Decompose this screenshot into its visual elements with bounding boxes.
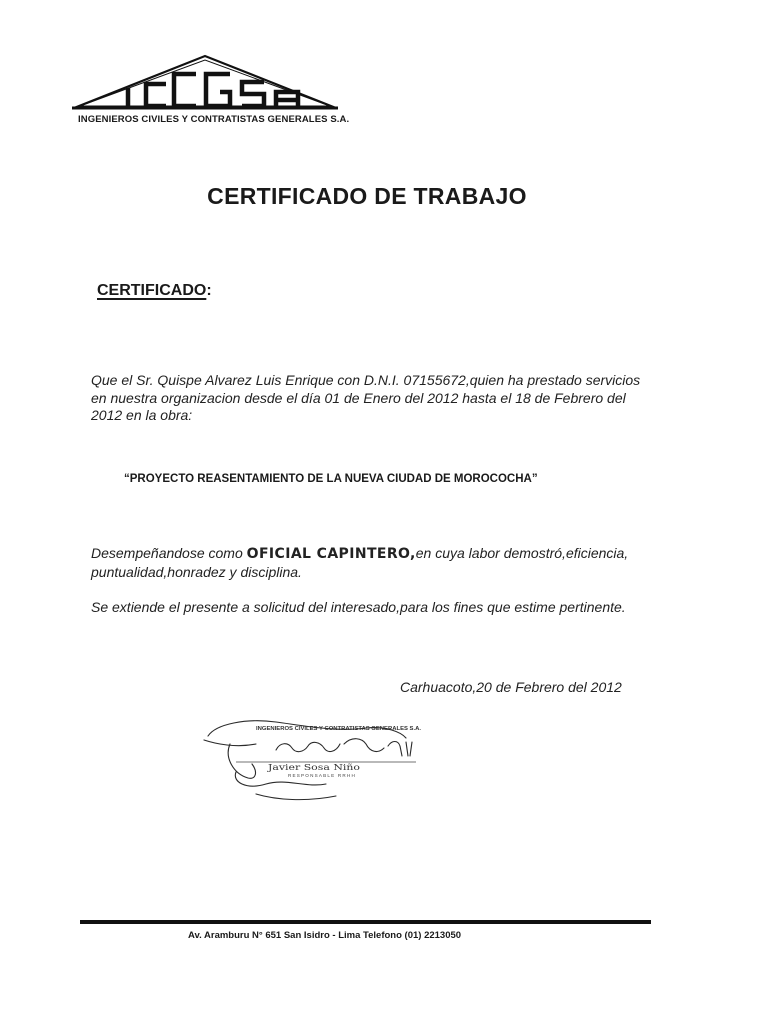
role-paragraph-tail: en cuya labor demostró,eficiencia, puntualidad,honradez y disciplina. xyxy=(91,545,629,580)
document-title: CERTIFICADO DE TRABAJO xyxy=(207,183,527,209)
role-paragraph-lead: Desempeñandose como xyxy=(91,545,247,561)
job-role: OFICIAL CAPINTERO, xyxy=(246,546,416,562)
stamp-company-text: INGENIEROS CIVILES Y CONTRATISTAS GENERALES S.A. xyxy=(256,726,422,732)
purpose-paragraph: Se extiende el presente a solicitud del interesado,para los fines que estime pertinente. xyxy=(91,599,626,615)
role-paragraph xyxy=(91,545,661,581)
company-name: INGENIEROS CIVILES Y CONTRATISTAS GENERALES S.A. xyxy=(78,114,350,125)
company-logo xyxy=(70,52,340,114)
footer-divider xyxy=(80,920,651,924)
section-label-text: CERTIFICADO xyxy=(97,282,207,299)
section-label xyxy=(97,282,212,300)
place-and-date: Carhuacoto,20 de Febrero del 2012 xyxy=(400,679,622,695)
section-label-colon: : xyxy=(206,282,212,299)
signature-stamp xyxy=(196,714,446,806)
project-name: “PROYECTO REASENTAMIENTO DE LA NUEVA CIUDAD DE MOROCOCHA” xyxy=(124,473,538,485)
signer-name: Javier Sosa Niño xyxy=(266,763,361,772)
certification-paragraph: Que el Sr. Quispe Alvarez Luis Enrique con D.N.I. 07155672,quien ha prestado servicios en nuestra organizacion desde el día 01 de Enero del 2012 hasta el 18 de Febrero del 2012 en la obra: xyxy=(91,372,641,423)
footer-address: Av. Aramburu N° 651 San Isidro - Lima Telefono (01) 2213050 xyxy=(188,930,462,941)
signer-role: RESPONSABLE RRHH xyxy=(288,773,356,778)
